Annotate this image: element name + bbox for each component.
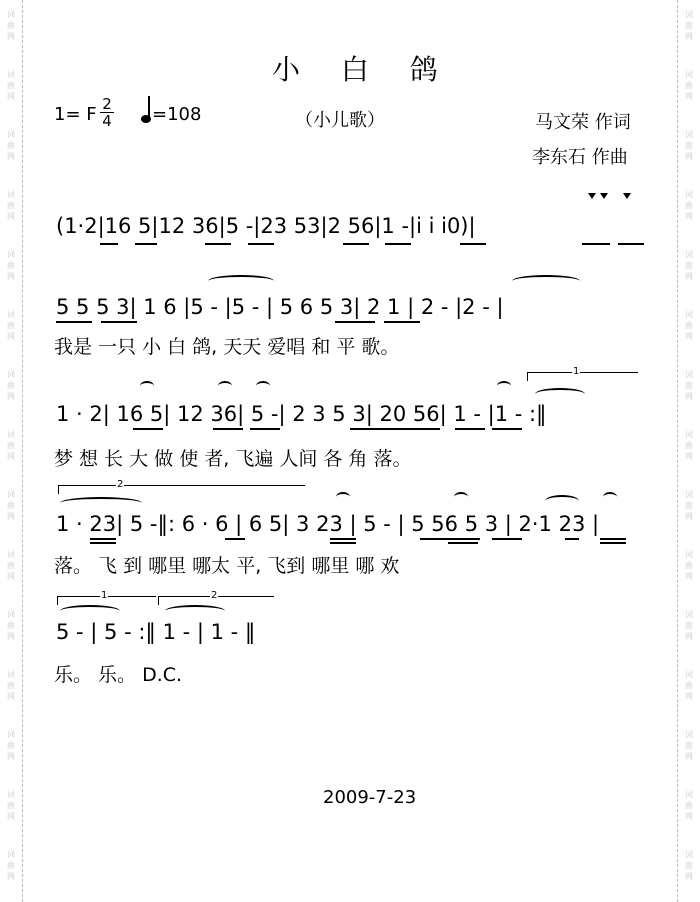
watermark-glyph: 网	[7, 872, 15, 881]
fermata-arc	[497, 381, 511, 391]
watermark-glyph: 网	[7, 452, 15, 461]
watermark-glyph: 网	[7, 512, 15, 521]
left-watermark-strip	[0, 0, 23, 902]
watermark-glyph: 曲	[7, 681, 15, 690]
lyricist-credit: 马文荣 作词	[535, 112, 631, 133]
date-stamp: 2009-7-23	[323, 787, 417, 808]
time-signature-top: 2	[102, 95, 112, 113]
composer-credit: 李东石 作曲	[532, 147, 628, 168]
watermark-glyph: 词	[7, 370, 15, 379]
time-signature-bottom: 4	[100, 112, 114, 129]
watermark-glyph: 词	[685, 370, 693, 379]
fermata-arc	[454, 492, 468, 502]
watermark-glyph: 词	[7, 850, 15, 859]
underline-beam	[100, 243, 118, 245]
lyrics-line-2: 我是 一只 小 白 鸽, 天天 爱唱 和 平 歌。	[54, 336, 400, 358]
underline-beam	[618, 243, 644, 245]
watermark-glyph: 网	[7, 752, 15, 761]
watermark-glyph: 网	[7, 812, 15, 821]
watermark-glyph: 曲	[7, 321, 15, 330]
watermark-glyph: 词	[7, 550, 15, 559]
watermark-glyph: 曲	[685, 201, 693, 210]
watermark-glyph: 网	[685, 452, 693, 461]
watermark-glyph: 词	[685, 790, 693, 799]
volta-number: 2	[117, 479, 124, 490]
volta-number: 2	[211, 590, 218, 601]
underline-beam	[213, 428, 243, 430]
accent-mark	[623, 193, 631, 199]
underline-beam	[135, 243, 157, 245]
watermark-glyph: 曲	[685, 621, 693, 630]
watermark-glyph: 网	[7, 572, 15, 581]
score-line-5: 5 - | 5 - :‖ 1 - | 1 - ‖	[56, 620, 256, 644]
watermark-glyph: 词	[685, 10, 693, 19]
watermark-glyph: 网	[685, 872, 693, 881]
watermark-glyph: 曲	[685, 261, 693, 270]
slur-tie	[535, 388, 585, 400]
key-signature: 1= F	[54, 104, 97, 125]
watermark-glyph: 曲	[7, 621, 15, 630]
watermark-glyph: 曲	[685, 141, 693, 150]
watermark-glyph: 曲	[685, 81, 693, 90]
watermark-glyph: 词	[685, 250, 693, 259]
watermark-glyph: 曲	[7, 741, 15, 750]
watermark-glyph: 曲	[685, 801, 693, 810]
accent-mark	[588, 193, 596, 199]
underline-beam	[56, 321, 92, 323]
underline-beam	[205, 243, 231, 245]
watermark-glyph: 网	[685, 152, 693, 161]
watermark-glyph: 词	[7, 190, 15, 199]
lyrics-line-4: 落。 飞 到 哪里 哪太 平, 飞到 哪里 哪 欢	[54, 555, 400, 577]
score-line-4: 1 · 23| 5 -‖: 6 · 6 | 6 5| 3 23 | 5 - | 5 56 5 3 | 2·1 23 |	[56, 512, 600, 536]
slur-tie	[60, 497, 142, 509]
watermark-glyph: 曲	[685, 681, 693, 690]
watermark-glyph: 网	[7, 392, 15, 401]
watermark-glyph: 曲	[685, 21, 693, 30]
lyrics-line-3: 梦 想 长 大 做 使 者, 飞遍 人间 各 角 落。	[54, 448, 412, 470]
score-line-2: 5 5 5 3| 1 6 |5 - |5 - | 5 6 5 3| 2 1 | 2 - |2 - |	[56, 295, 504, 319]
song-subtitle: （小儿歌）	[295, 110, 385, 131]
score-line-3: 1 · 2| 16 5| 12 36| 5 -| 2 3 5 3| 20 56| 1 - |1 - :‖	[56, 402, 547, 426]
watermark-glyph: 词	[7, 670, 15, 679]
watermark-glyph: 网	[685, 212, 693, 221]
watermark-glyph: 网	[7, 32, 15, 41]
watermark-glyph: 网	[7, 272, 15, 281]
underline-beam	[460, 243, 486, 245]
watermark-glyph: 网	[685, 392, 693, 401]
watermark-glyph: 曲	[685, 441, 693, 450]
underline-beam	[101, 321, 137, 323]
slur-tie	[512, 275, 580, 287]
watermark-glyph: 词	[685, 670, 693, 679]
slur-tie	[165, 605, 225, 617]
watermark-glyph: 曲	[7, 261, 15, 270]
watermark-glyph: 词	[7, 490, 15, 499]
watermark-glyph: 词	[685, 430, 693, 439]
watermark-glyph: 词	[685, 730, 693, 739]
watermark-glyph: 词	[685, 130, 693, 139]
tempo-value: =108	[152, 104, 202, 125]
watermark-glyph: 网	[685, 812, 693, 821]
underline-beam	[385, 243, 411, 245]
fermata-arc	[218, 381, 232, 391]
watermark-glyph: 词	[685, 550, 693, 559]
watermark-glyph: 网	[685, 32, 693, 41]
right-watermark-strip	[677, 0, 700, 902]
watermark-glyph: 词	[7, 610, 15, 619]
lyrics-line-5: 乐。 乐。 D.C.	[54, 664, 183, 686]
underline-beam	[384, 321, 420, 323]
underline-beam	[225, 538, 245, 540]
watermark-glyph: 曲	[7, 801, 15, 810]
watermark-glyph: 网	[685, 332, 693, 341]
watermark-glyph: 网	[7, 632, 15, 641]
song-title: 小 白 鸽	[272, 53, 454, 86]
watermark-glyph: 网	[7, 692, 15, 701]
underline-beam	[350, 428, 440, 430]
watermark-glyph: 曲	[685, 321, 693, 330]
watermark-glyph: 曲	[685, 561, 693, 570]
underline-beam	[330, 542, 356, 544]
watermark-glyph: 词	[7, 250, 15, 259]
watermark-glyph: 网	[685, 752, 693, 761]
watermark-glyph: 曲	[7, 861, 15, 870]
underline-beam	[250, 428, 280, 430]
volta-bracket-1	[527, 372, 638, 381]
underline-beam	[600, 542, 626, 544]
time-signature	[100, 96, 114, 129]
watermark-glyph: 曲	[685, 501, 693, 510]
watermark-glyph: 网	[7, 152, 15, 161]
fermata-arc	[140, 381, 154, 391]
underline-beam	[343, 243, 369, 245]
fermata-arc	[603, 492, 617, 502]
watermark-glyph: 词	[7, 130, 15, 139]
watermark-glyph: 词	[685, 490, 693, 499]
watermark-glyph: 曲	[685, 861, 693, 870]
watermark-glyph: 词	[685, 310, 693, 319]
score-line-1: (1·2|16 5|12 36|5 -|23 53|2 56|1 -|i i i0)|	[56, 214, 476, 238]
watermark-glyph: 网	[685, 692, 693, 701]
watermark-glyph: 网	[7, 212, 15, 221]
watermark-glyph: 曲	[7, 381, 15, 390]
watermark-glyph: 词	[7, 790, 15, 799]
watermark-glyph: 词	[7, 10, 15, 19]
volta-number: 1	[101, 590, 108, 601]
watermark-glyph: 网	[7, 332, 15, 341]
watermark-glyph: 词	[685, 190, 693, 199]
watermark-glyph: 曲	[7, 561, 15, 570]
watermark-glyph: 词	[685, 610, 693, 619]
underline-beam	[330, 538, 356, 540]
accent-mark	[600, 193, 608, 199]
watermark-glyph: 曲	[7, 501, 15, 510]
underline-beam	[133, 428, 163, 430]
watermark-glyph: 曲	[685, 381, 693, 390]
watermark-glyph: 网	[685, 512, 693, 521]
fermata-arc	[336, 492, 350, 502]
underline-beam	[448, 542, 478, 544]
underline-beam	[492, 538, 522, 540]
underline-beam	[582, 243, 610, 245]
watermark-glyph: 网	[685, 572, 693, 581]
watermark-glyph: 网	[685, 632, 693, 641]
watermark-glyph: 曲	[7, 201, 15, 210]
watermark-glyph: 词	[685, 70, 693, 79]
watermark-glyph: 词	[7, 70, 15, 79]
underline-beam	[455, 428, 485, 430]
watermark-glyph: 网	[7, 92, 15, 101]
watermark-glyph: 曲	[7, 441, 15, 450]
underline-beam	[600, 538, 626, 540]
underline-beam	[335, 321, 375, 323]
watermark-glyph: 网	[685, 272, 693, 281]
underline-beam	[248, 243, 274, 245]
slur-tie	[545, 495, 579, 507]
watermark-glyph: 曲	[7, 21, 15, 30]
underline-beam	[420, 538, 480, 540]
watermark-glyph: 词	[7, 430, 15, 439]
watermark-glyph: 网	[685, 92, 693, 101]
watermark-glyph: 词	[7, 310, 15, 319]
volta-bracket-2	[58, 485, 305, 494]
underline-beam	[565, 538, 579, 540]
watermark-glyph: 曲	[7, 141, 15, 150]
watermark-glyph: 曲	[7, 81, 15, 90]
fermata-arc	[256, 381, 270, 391]
underline-beam	[492, 428, 522, 430]
slur-tie	[208, 275, 274, 287]
volta-number: 1	[573, 366, 580, 377]
underline-beam	[90, 542, 116, 544]
slur-tie	[60, 605, 120, 617]
watermark-glyph: 曲	[685, 741, 693, 750]
watermark-glyph: 词	[685, 850, 693, 859]
watermark-glyph: 词	[7, 730, 15, 739]
underline-beam	[90, 538, 116, 540]
